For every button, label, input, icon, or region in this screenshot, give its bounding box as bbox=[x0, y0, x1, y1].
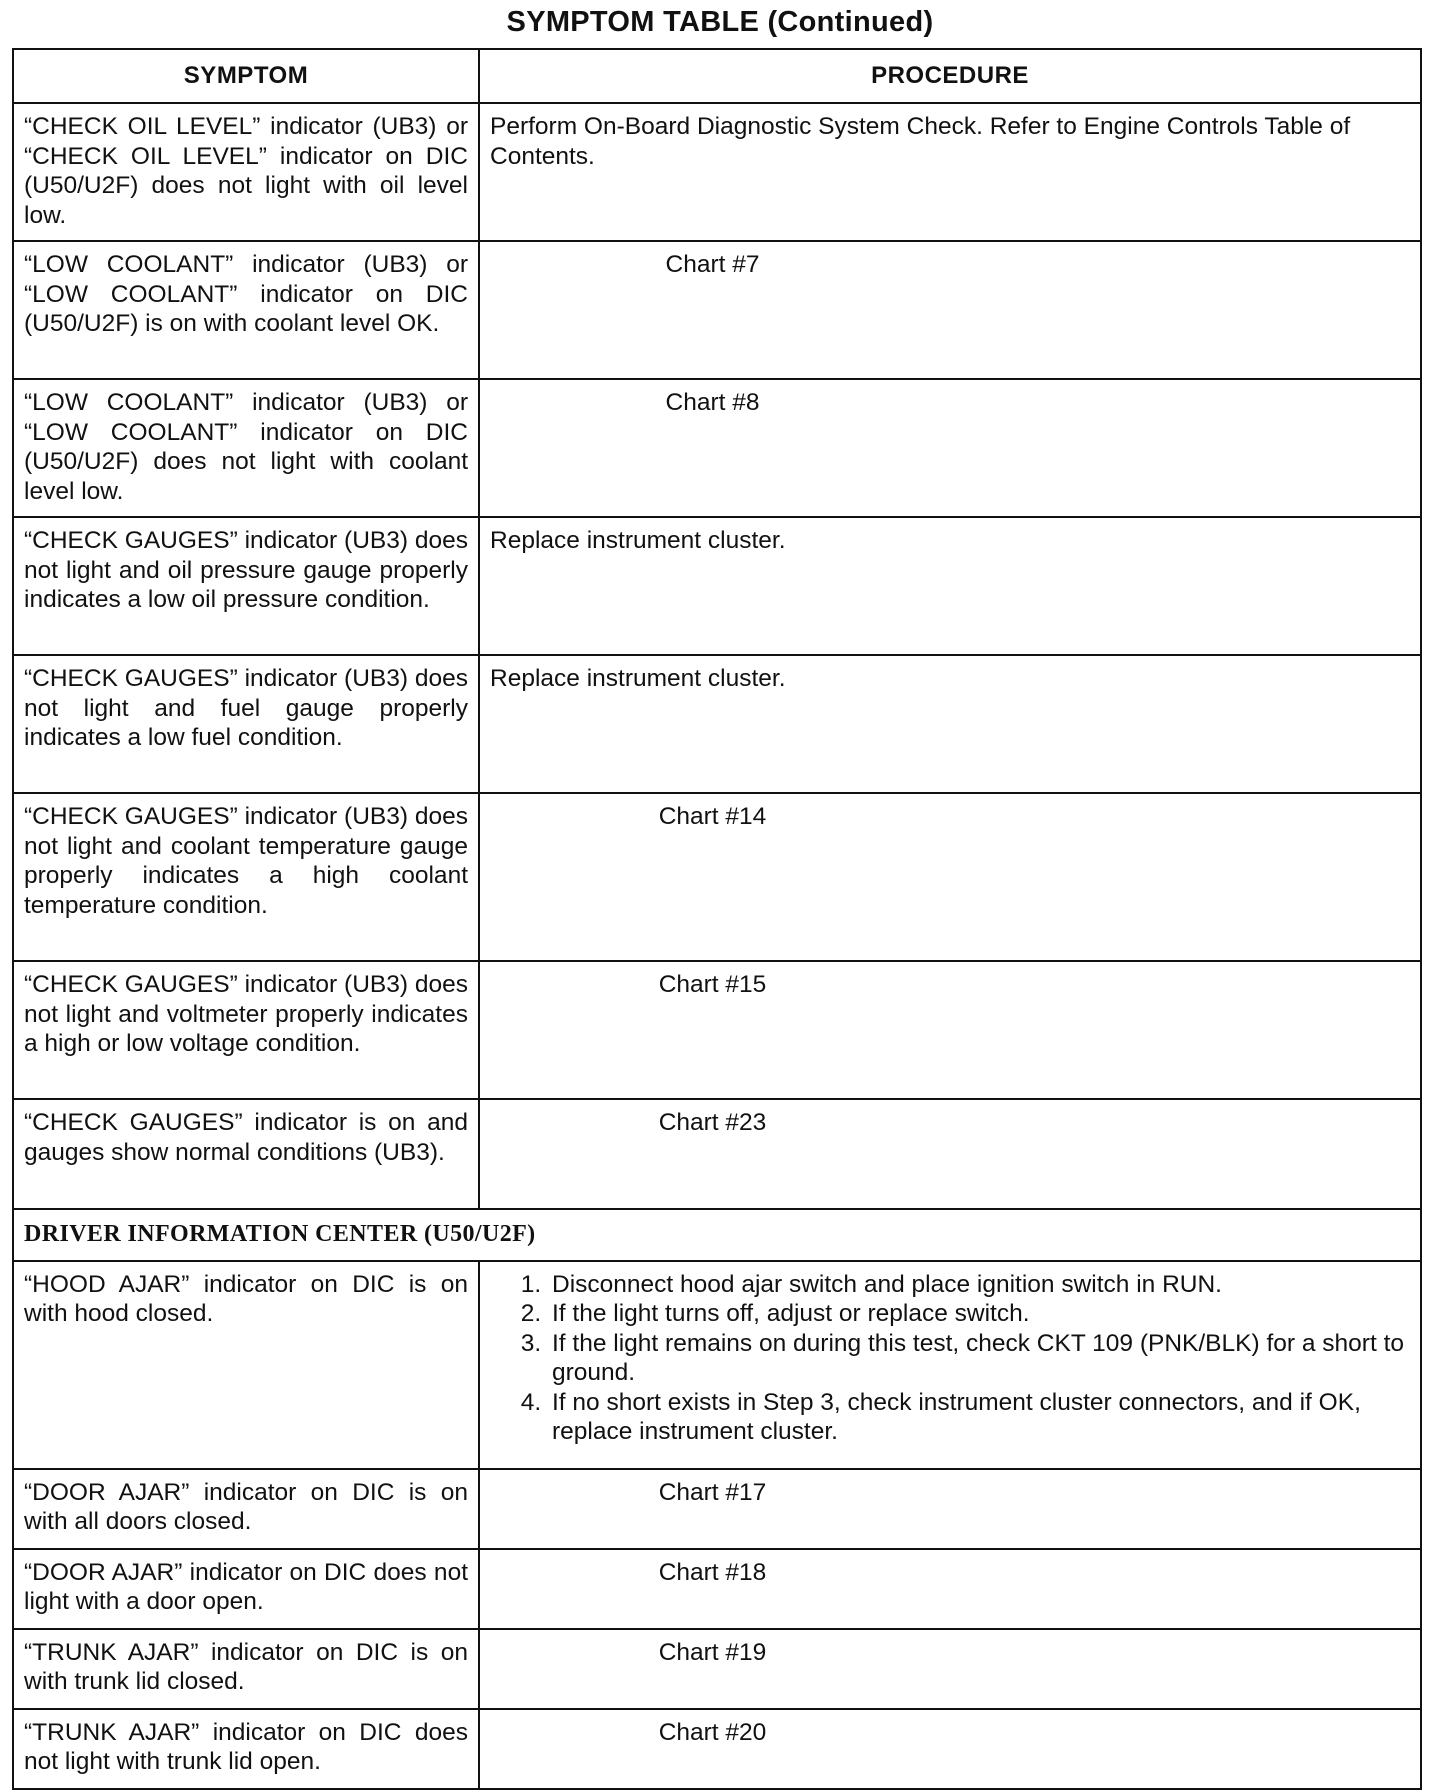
procedure-cell bbox=[479, 241, 1421, 379]
procedure-cell bbox=[479, 1549, 1421, 1629]
symptom-cell: “CHECK GAUGES” indicator (UB3) does not light and coolant temperature gauge properly indicates a high coolant temperature condition. bbox=[13, 793, 479, 961]
symptom-cell: “TRUNK AJAR” indicator on DIC is on with trunk lid closed. bbox=[13, 1629, 479, 1709]
symptom-cell: “CHECK GAUGES” indicator (UB3) does not light and oil pressure gauge properly indicates a low oil pressure condition. bbox=[13, 517, 479, 655]
table-row bbox=[13, 103, 1421, 241]
header-row bbox=[13, 49, 1421, 103]
symptom-cell: “HOOD AJAR” indicator on DIC is on with hood closed. bbox=[13, 1261, 479, 1469]
procedure-cell: Replace instrument cluster. bbox=[479, 517, 1421, 655]
procedure-step: 1. Disconnect hood ajar switch and place ignition switch in RUN. bbox=[548, 1270, 1410, 1300]
chart-reference: Chart #17 bbox=[658, 1478, 767, 1506]
table-row bbox=[13, 379, 1421, 517]
procedure-cell bbox=[479, 1629, 1421, 1709]
symptom-cell: “LOW COOLANT” indicator (UB3) or “LOW COOLANT” indicator on DIC (U50/U2F) does not light with coolant level low. bbox=[13, 379, 479, 517]
table-row bbox=[13, 517, 1421, 655]
procedure-cell: Perform On-Board Diagnostic System Check. Refer to Engine Controls Table of Contents. bbox=[479, 103, 1421, 241]
procedure-column-header: PROCEDURE bbox=[479, 49, 1421, 103]
table-row bbox=[13, 1469, 1421, 1549]
table-row bbox=[13, 1709, 1421, 1789]
procedure-cell bbox=[479, 1469, 1421, 1549]
symptom-cell: “DOOR AJAR” indicator on DIC does not light with a door open. bbox=[13, 1549, 479, 1629]
symptom-cell: “DOOR AJAR” indicator on DIC is on with all doors closed. bbox=[13, 1469, 479, 1549]
table-row bbox=[13, 655, 1421, 793]
page-title: SYMPTOM TABLE (Continued) bbox=[506, 6, 934, 38]
symptom-cell: “CHECK GAUGES” indicator (UB3) does not light and voltmeter properly indicates a high or low voltage condition. bbox=[13, 961, 479, 1099]
procedure-cell bbox=[479, 793, 1421, 961]
chart-reference: Chart #8 bbox=[665, 389, 760, 416]
symptom-cell: “CHECK OIL LEVEL” indicator (UB3) or “CHECK OIL LEVEL” indicator on DIC (U50/U2F) does not light with oil level low. bbox=[13, 103, 479, 241]
chart-reference: Chart #18 bbox=[658, 1558, 767, 1586]
section-row bbox=[13, 1209, 1421, 1261]
symptom-column-header: SYMPTOM bbox=[13, 49, 479, 103]
procedure-step: 2. If the light turns off, adjust or replace switch. bbox=[548, 1299, 1410, 1329]
table-row bbox=[13, 1549, 1421, 1629]
table-row bbox=[13, 241, 1421, 379]
section-heading: DRIVER INFORMATION CENTER (U50/U2F) bbox=[13, 1209, 1421, 1261]
procedure-cell bbox=[479, 1099, 1421, 1209]
procedure-cell: Replace instrument cluster. bbox=[479, 655, 1421, 793]
procedure-cell bbox=[479, 1709, 1421, 1789]
table-row bbox=[13, 1261, 1421, 1469]
chart-reference: Chart #23 bbox=[658, 1109, 767, 1136]
chart-reference: Chart #15 bbox=[658, 971, 767, 998]
table-row bbox=[13, 793, 1421, 961]
procedure-cell bbox=[479, 379, 1421, 517]
symptom-cell: “CHECK GAUGES” indicator (UB3) does not light and fuel gauge properly indicates a low fuel condition. bbox=[13, 655, 479, 793]
chart-reference: Chart #7 bbox=[665, 251, 760, 278]
chart-reference: Chart #20 bbox=[658, 1718, 767, 1746]
symptom-table bbox=[12, 48, 1422, 1790]
procedure-cell bbox=[479, 1261, 1421, 1469]
procedure-cell bbox=[479, 961, 1421, 1099]
table-row bbox=[13, 961, 1421, 1099]
procedure-step: 3. If the light remains on during this test, check CKT 109 (PNK/BLK) for a short to ground. bbox=[548, 1329, 1410, 1388]
symptom-cell: “LOW COOLANT” indicator (UB3) or “LOW COOLANT” indicator on DIC (U50/U2F) is on with coolant level OK. bbox=[13, 241, 479, 379]
symptom-cell: “CHECK GAUGES” indicator is on and gauges show normal conditions (UB3). bbox=[13, 1099, 479, 1209]
symptom-cell: “TRUNK AJAR” indicator on DIC does not light with trunk lid open. bbox=[13, 1709, 479, 1789]
table-row bbox=[13, 1629, 1421, 1709]
chart-reference: Chart #14 bbox=[658, 803, 767, 830]
procedure-steps bbox=[490, 1270, 1410, 1447]
chart-reference: Chart #19 bbox=[658, 1638, 767, 1666]
procedure-step: 4. If no short exists in Step 3, check instrument cluster connectors, and if OK, replace instrument cluster. bbox=[548, 1388, 1410, 1447]
table-row bbox=[13, 1099, 1421, 1209]
